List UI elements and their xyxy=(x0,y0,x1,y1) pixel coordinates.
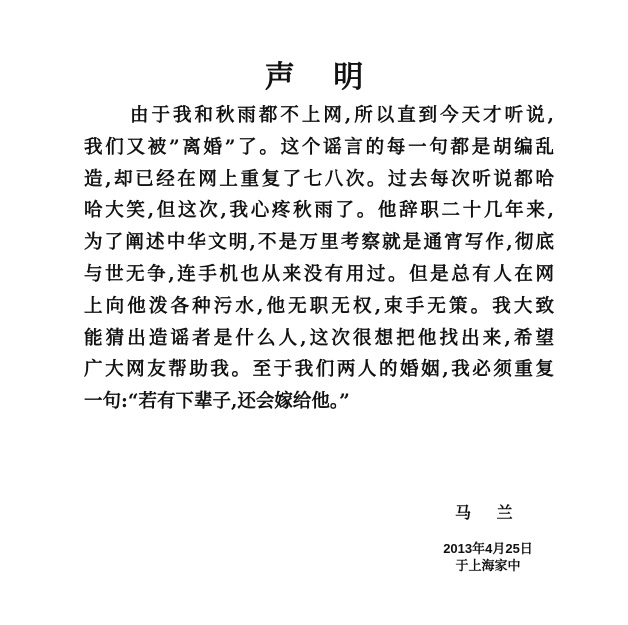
statement-body xyxy=(84,100,554,418)
signer-name: 马 兰 xyxy=(455,503,523,522)
body-line: 为了阐述中华文明,不是万里考察就是通宵写作,彻底 xyxy=(84,232,554,254)
body-line: 由于我和秋雨都不上网,所以直到今天才听说, xyxy=(130,105,554,126)
body-line: 造,却已经在网上重复了七八次。过去每次听说都哈 xyxy=(84,168,554,190)
document-title: 声 明 xyxy=(264,60,378,95)
body-line: 能猜出造谣者是什么人,这次很想把他找出来,希望 xyxy=(84,327,554,349)
body-line: 我们又被”离婚”了。这个谣言的每一句都是胡编乱 xyxy=(84,136,554,158)
body-line: 上向他泼各种污水,他无职无权,束手无策。我大致 xyxy=(84,295,554,317)
body-line: 哈大笑,但这次,我心疼秋雨了。他辞职二十几年来, xyxy=(84,200,554,222)
signature-date: 2013年4月25日 xyxy=(443,541,533,556)
signature-block xyxy=(428,540,548,574)
body-line: 与世无争,连手机也从来没有用过。但是总有人在网 xyxy=(84,263,554,285)
body-line: 一句:“若有下辈子,还会嫁给他。” xyxy=(84,391,350,413)
body-line: 广大网友帮助我。至于我们两人的婚姻,我必须重复 xyxy=(84,359,554,381)
signature-place: 于上海家中 xyxy=(455,558,521,573)
